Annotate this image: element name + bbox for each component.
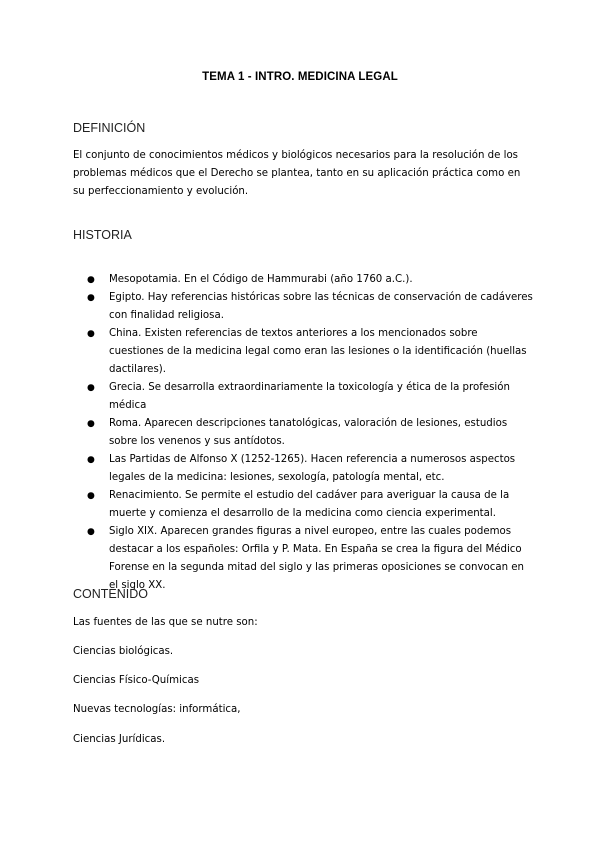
history-item-text: China. Existen referencias de textos anteriores a los mencionados sobre cuestiones de la medicina legal como eran las lesiones o la identificación (huellas dactilares). xyxy=(109,328,527,375)
bullet-icon: ● xyxy=(87,455,95,465)
history-item-text: Renacimiento. Se permite el estudio del cadáver para averiguar la causa de la muerte y comienza el desarrollo de la medicina como ciencia experimental. xyxy=(109,490,510,519)
source-item: Nuevas tecnologías: informática, xyxy=(73,704,241,715)
history-item-text: Grecia. Se desarrolla extraordinariamente la toxicología y ética de la profesión médica xyxy=(109,382,510,411)
history-item-text: Mesopotamia. En el Código de Hammurabi (año 1760 a.C.). xyxy=(109,274,413,285)
history-item-china xyxy=(73,325,533,379)
bullet-icon: ● xyxy=(87,293,95,303)
bullet-icon: ● xyxy=(87,275,95,285)
history-item-grecia xyxy=(73,379,533,415)
bullet-icon: ● xyxy=(87,491,95,501)
history-item-egipto xyxy=(73,289,533,325)
history-item-mesopotamia xyxy=(73,271,533,289)
history-item-renacimiento xyxy=(73,487,533,523)
content-heading: CONTENIDO xyxy=(73,587,148,601)
definition-text: El conjunto de conocimientos médicos y biológicos necesarios para la resolución de los problemas médicos que el Derecho se plantea, tanto en su aplicación práctica como en su perfeccionamiento y evolución. xyxy=(73,150,521,197)
history-item-roma xyxy=(73,415,533,451)
content-intro: Las fuentes de las que se nutre son: xyxy=(73,617,258,628)
history-heading: HISTORIA xyxy=(73,228,132,242)
history-list xyxy=(73,271,533,595)
history-item-text: Roma. Aparecen descripciones tanatológicas, valoración de lesiones, estudios sobre los venenos y sus antídotos. xyxy=(109,418,508,447)
bullet-icon: ● xyxy=(87,383,95,393)
definition-heading: DEFINICIÓN xyxy=(73,121,146,135)
history-item-text: Las Partidas de Alfonso X (1252-1265). Hacen referencia a numerosos aspectos legales de la medicina: lesiones, sexología, patología mental, etc. xyxy=(109,454,516,483)
document-title: TEMA 1 - INTRO. MEDICINA LEGAL xyxy=(202,71,398,83)
source-item: Ciencias Jurídicas. xyxy=(73,734,166,745)
source-item: Ciencias biológicas. xyxy=(73,646,174,657)
history-item-text: Siglo XIX. Aparecen grandes figuras a nivel europeo, entre las cuales podemos destacar a los españoles: Orfila y P. Mata. En España se crea la figura del Médico Forense en la segunda mitad del siglo y las primeras oposiciones se convocan en el siglo XX. xyxy=(109,526,524,591)
bullet-icon: ● xyxy=(87,329,95,339)
history-item-partidas xyxy=(73,451,533,487)
bullet-icon: ● xyxy=(87,527,95,537)
source-item: Ciencias Físico-Químicas xyxy=(73,675,200,686)
history-item-text: Egipto. Hay referencias históricas sobre las técnicas de conservación de cadáveres con finalidad religiosa. xyxy=(109,292,533,321)
bullet-icon: ● xyxy=(87,419,95,429)
history-item-siglo-xix xyxy=(73,523,533,595)
